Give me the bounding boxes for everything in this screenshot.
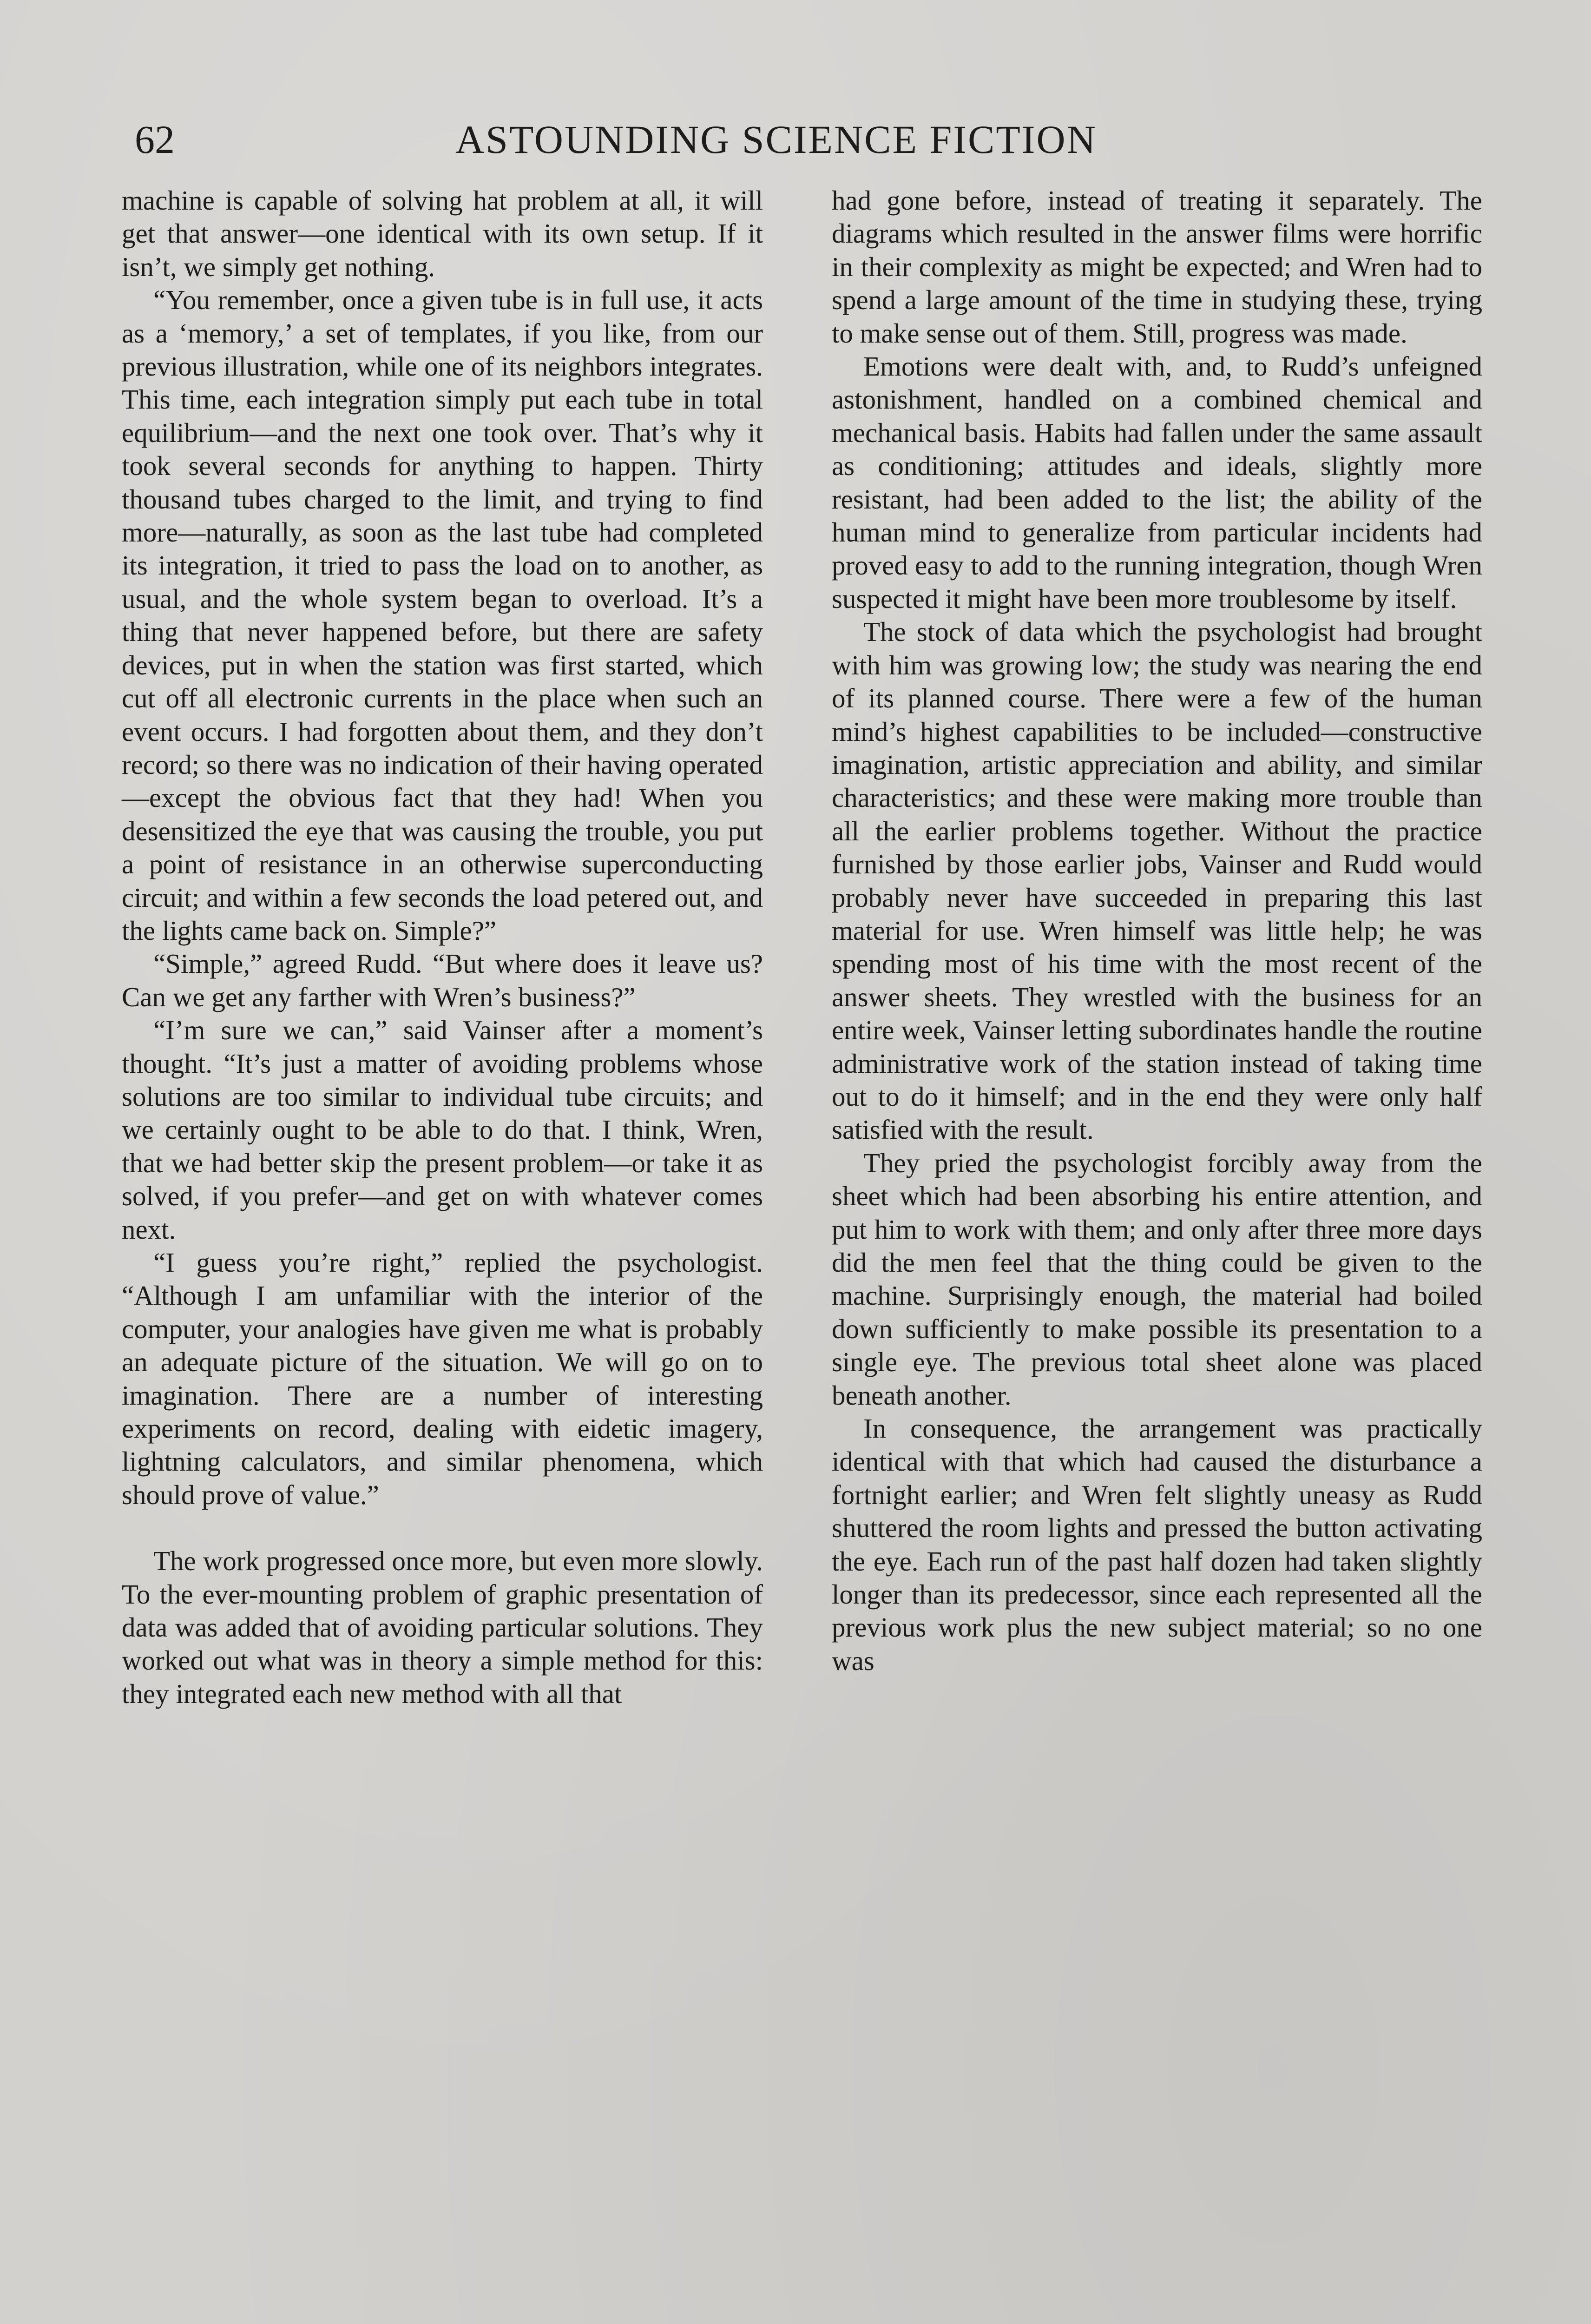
paragraph: “I guess you’re right,” replied the psychologist. “Although I am unfamiliar with the interior of the computer, your analogies have given me what is probably an adequate picture of the situation. We will go on to imagination. There are a number of interesting experiments on record, dealing with eidetic imagery, lightning calculators, and similar phenomena, which should prove of value.” [122,1247,763,1510]
running-title: ASTOUNDING SCIENCE FICTION [455,117,1097,162]
paragraph: The work progressed once more, but even more slowly. To the ever-mounting problem of graphic presentation of data was added that of avoiding particular solutions. They worked out what was in theory a simple method for this: they integrated each new method with all that [122,1545,763,1709]
paragraph: In consequence, the arrangement was practically identical with that which had caused the disturbance a fortnight earlier; and Wren felt slightly uneasy as Rudd shuttered the room lights and pressed the button activating the eye. Each run of the past half dozen had taken slightly longer than its predecessor, since each represented all the previous work plus the new subject material; so no one was [832,1413,1482,1676]
paragraph: “You remember, once a given tube is in full use, it acts as a ‘memory,’ a set of templates, if you like, from our previous illustration, while one of its neighbors integrates. This time, each integration simply put each tube in total equilibrium—and the next one took over. That’s why it took several seconds for anything to happen. Thirty thousand tubes charged to the limit, and trying to find more—naturally, as soon as the last tube had completed its integration, it tried to pass the load on to another, as usual, and the whole system began to overload. It’s a thing that never happened before, but there are safety devices, put in when the station was first started, which cut off all electronic currents in the place when such an event occurs. I had forgotten about them, and they don’t record; so there was no indication of their having operated—except the obvious fact that they had! When you desensitized the eye that was causing the trouble, you put a point of resistance in an otherwise superconducting circuit; and within a few seconds the load petered out, and the lights came back on. Simple?” [122,284,763,946]
paragraph: machine is capable of solving hat problem at all, it will get that answer—one identical with its own setup. If it isn’t, we simply get nothing. [122,185,763,282]
paragraph: “I’m sure we can,” said Vainser after a moment’s thought. “It’s just a matter of avoiding problems whose solutions are too similar to individual tube circuits; and we certainly ought to be able to do that. I think, Wren, that we had better skip the present problem—or take it as solved, if you prefer—and get on with whatever comes next. [122,1015,763,1245]
section-break [122,1512,763,1545]
page-number: 62 [135,117,175,162]
paragraph: Emotions were dealt with, and, to Rudd’s unfeigned astonishment, handled on a combined chemical and mechanical basis. Habits had fallen under the same assault as conditioning; attitudes and ideals, slightly more resistant, had been added to the list; the ability of the human mind to generalize from particular incidents had proved easy to add to the running integration, though Wren suspected it might have been more troublesome by itself. [832,351,1482,614]
paragraph: They pried the psychologist forcibly away from the sheet which had been absorbing his entire attention, and put him to work with them; and only after three more days did the men feel that the thing could be given to the machine. Surprisingly enough, the material had boiled down sufficiently to make possible its presentation to a single eye. The previous total sheet alone was placed beneath another. [832,1147,1482,1411]
right-column [832,184,1482,1677]
paragraph: “Simple,” agreed Rudd. “But where does it leave us? Can we get any farther with Wren’s business?” [122,948,763,1012]
left-column [122,184,763,1710]
paragraph: The stock of data which the psychologist had brought with him was growing low; the study was nearing the end of its planned course. There were a few of the human mind’s highest capabilities to be included—constructive imagination, artistic appreciation and ability, and similar characteristics; and these were making more trouble than all the earlier problems together. Without the practice furnished by those earlier jobs, Vainser and Rudd would probably never have succeeded in preparing this last material for use. Wren himself was little help; he was spending most of his time with the most recent of the answer sheets. They wrestled with the business for an entire week, Vainser letting subordinates handle the routine administrative work of the station instead of taking time out to do it himself; and in the end they were only half satisfied with the result. [832,616,1482,1145]
paragraph: had gone before, instead of treating it separately. The diagrams which resulted in the answer films were horrific in their complexity as might be expected; and Wren had to spend a large amount of the time in studying these, trying to make sense out of them. Still, progress was made. [832,185,1482,349]
page-header [135,112,1162,167]
